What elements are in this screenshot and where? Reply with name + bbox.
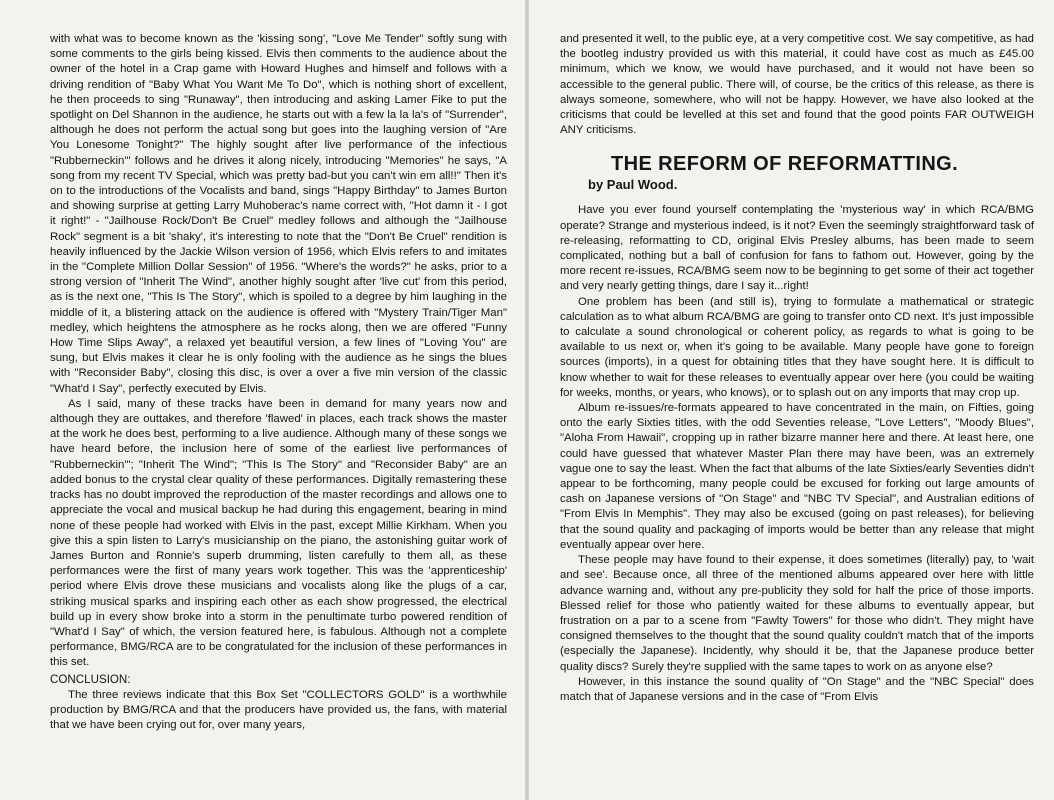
left-paragraph-1: with what was to become known as the 'kissing song', "Love Me Tender" softly sung with some comments to the girls being kissed. Elvis then comments to the audience about the owner of the hotel in a Crap game with Howard Hughes and himself and follows with a driving rendition of "Baby What You Want Me To Do", which is nothing short of excellent, he then proceeds to sing "Runaway", then introducing and asking Lamer Fike to put the spotlight on Del Shannon in the audience, he starts out with a few la la la's of "Surrender", although he does not perform the actual song but goes into the laughing version of "Are You Lonesome Tonight?" The highly sought after live performance of the infectious "Rubberneckin'" follows and he drives it along nicely, introducing "Memories" he says, "A song from my recent TV Special, which was pretty bad-but you can't win em all!!" Then it's on to the introductions of the Vocalists and band, sings "Happy Birthday" to James Burton and showing surprise at getting Larry Muhoberac's name correct with, "Hot damn it - I got it right!" - "Jailhouse Rock/Don't Be Cruel" medley follows and although the "Jailhouse Rock" segment is a bit 'shaky', it's interesting to note that the "Don't Be Cruel" rendition is heavily influenced by the Jackie Wilson version of 1956, which Elvis refers to and imitates in the "Complete Million Dollar Session" of 1956. "Where's the words?" he asks, prior to a strong version of "Inherit The Wind", another highly sought after 'live cut' from this period, as is the next one, "This Is The Story", which is spoiled to a degree by him laughing in the middle of it, a blistering attack on the audience is offered with "Mystery Train/Tiger Man" medley, which heightens the atmosphere as he rocks along, then we are offered "Funny How Time Slips Away", a relaxed yet beautiful version, a few lines of "Loving You" are sung, but Elvis makes it clear he is only fooling with the audience as he sings the blues with "Reconsider Baby", closing this disc, is over a over a five min version of the classic "What'd I Say", perfectly executed by Elvis. [50, 33, 507, 395]
article-byline: by Paul Wood. [588, 177, 678, 193]
right-page [529, 0, 1054, 800]
left-paragraph-2: As I said, many of these tracks have been in demand for many years now and although they are outtakes, and therefore 'flawed' in places, each track shows the master at the work he does best, performing to a live audience. Although many of these songs we have heard before, the inclusion here of some of the earliest live performances of "Rubberneckin'"; "Inherit The Wind"; "This Is The Story" and "Reconsider Baby" are an added bonus to the crystal clear quality of these performances. Digitally remastering these tracks has no doubt improved the reproduction of the master recordings and allows one to appreciate the vocal and musical backup he had during this engagement, bearing in mind none of these people had worked with Elvis in the past, except Millie Kirkham. When you give this a spin listen to Larry's musicianship on the piano, the astonishing guitar work of James Burton and Ronnie's superb drumming, listen carefully to them all, as these performances were the first of many years work together. This was the 'apprenticeship' period where Elvis drove these musicians and vocalists along like the plugs of a car, striking musical sparks and inspiring each other as each show progressed, the electrical build up in every show broke into a storm in the penultimate turbo powered rendition of "What'd I Say" of which, the version featured here, is fabulous. Although not a complete performance, BMG/RCA are to be congratulated for the inclusion of these performances in this set. [50, 397, 507, 669]
right-paragraph-2: One problem has been (and still is), trying to formulate a mathematical or strategic calculation as to what album RCA/BMG are going to transfer onto CD next. It's just impossible to calculate a sound chronological or coherent policy, as regards to what is going to be available to us next or, when it's going to be available. Many people have gone to foreign sources (imports), in a quest for obtaining titles that they have sought here. It is difficult to know whether to wait for these releases to eventually appear over here (you could be waiting for weeks, months, or years, who knows), or to splash out on any imports that may crop up. [560, 295, 1034, 399]
article-title: THE REFORM OF REFORMATTING. [611, 153, 959, 176]
right-paragraph-5: However, in this instance the sound quality of "On Stage" and the "NBC Special" does match that of Japanese versions and in the case of "From Elvis [560, 675, 1034, 703]
right-paragraph-4: These people may have found to their expense, it does sometimes (literally) pay, to 'wait and see'. Because once, all three of the mentioned albums appeared over here with little advance warning and, without any pre-publicity they sold for half the price of those imports. Blessed relief for those who patiently waited for these albums to eventually appear, but frustration on a par to a scene from "Fawlty Towers" for those who didn't. They might have consigned themselves to the thought that the sound quality couldn't match that of the imports (especially the Japanese). Incidently, why should it be, that the Japanese produce better quality discs? Surely they're supplied with the same tapes to work on as anyone else? [560, 554, 1034, 673]
right-paragraph-3: Album re-issues/re-formats appeared to have concentrated in the main, on Fifties, going onto the early Sixties titles, with the odd Seventies release, "Love Letters", "Moody Blues", "Aloha From Hawaii", cropping up in rather bizarre manner here and there. At least here, one could have guessed that whatever Master Plan there may have been, was an extremely vague one to say the least. When the fact that albums of the late Sixties/early Seventies didn't appear to be forthcoming, many people could be excused for forking out large amounts of cash on Japanese versions of "On Stage" and "NBC TV Special", and Australian editions of "From Elvis In Memphis". They may also be excused (going on past releases), for believing that the sound quality and packaging of imports would be better than any release that might eventually appear over here. [560, 402, 1034, 551]
right-paragraph-1: Have you ever found yourself contemplating the 'mysterious way' in which RCA/BMG operate? Strange and mysterious indeed, is it not? Even the seemingly straightforward task of re-releasing, reformatting to CD, original Elvis Presley albums, has been made to seem complicated, nothing but a ball of confusion for fans to fathom out. However, going by the more recent re-issues, RCA/BMG seem now to be beginning to get some of their act together and very nearly getting things, dare I say it...right! [560, 204, 1034, 293]
left-page [0, 0, 525, 800]
conclusion-heading: CONCLUSION: [50, 672, 131, 686]
left-paragraph-3: The three reviews indicate that this Box Set "COLLECTORS GOLD" is a worthwhile production by BMG/RCA and that the producers have provided us, the fans, with material that we have been crying out for, over many years, [50, 688, 507, 731]
right-paragraph-0: and presented it well, to the public eye, at a very competitive cost. We say competitive, as had the bootleg industry provided us with this material, it could have cost as much as £45.00 minimum, which we know, we would have purchased, and it would not have been so accessible to the general public. There will, of course, be the critics of this release, as there is always someone, somewhere, who will not be happy. However, we have also looked at the criticisms that could be levelled at this set and found that the good points FAR OUTWEIGH ANY criticisms. [560, 33, 1035, 137]
